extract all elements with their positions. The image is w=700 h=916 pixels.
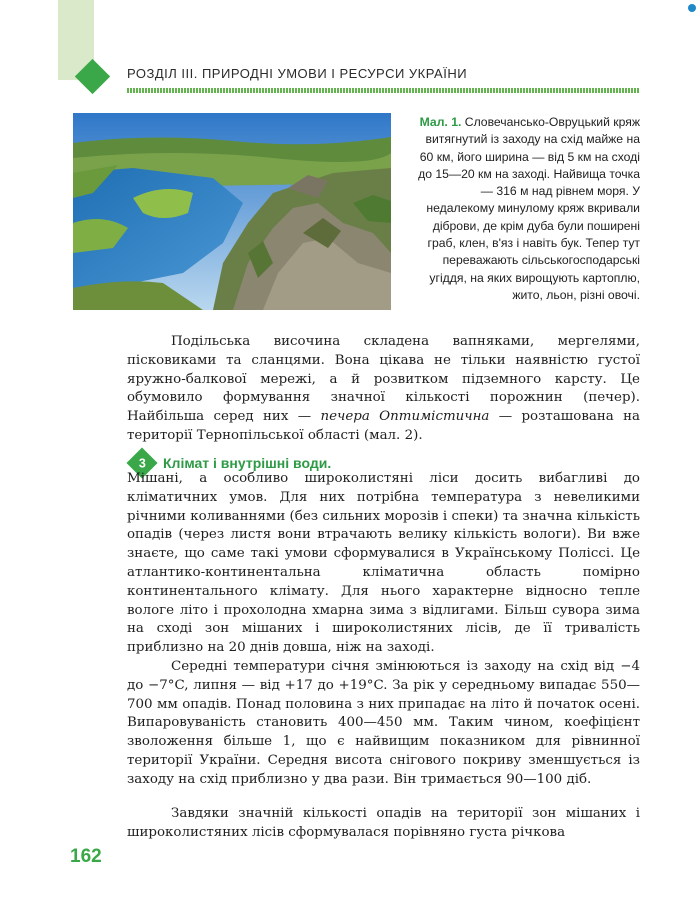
figure-photo	[73, 113, 391, 310]
paragraph-rivers: Завдяки значній кількості опадів на території зон мішаних і широколистяних лісів сформувалася порівняно густа річкова	[127, 806, 640, 840]
landscape-photo-illustration	[73, 113, 391, 310]
chapter-header: РОЗДІЛ ІІІ. ПРИРОДНІ УМОВИ І РЕСУРСИ УКРАЇНИ	[127, 66, 468, 81]
page-number: 162	[70, 846, 102, 867]
publisher-logo	[688, 4, 696, 12]
figure-caption	[418, 114, 640, 304]
cave-name: печера Оптимістична	[320, 409, 490, 425]
header-rule	[127, 88, 639, 93]
publisher-logo-icon	[688, 4, 696, 12]
section-title: Клімат і внутрішні води.	[163, 455, 332, 471]
figure-label: Мал. 1.	[419, 115, 462, 129]
figure-caption-text: Словечансько-Овруцький кряж витягнутий із заходу на схід майже на 60 км, його ширина — від 5 км на сході до 15—20 км на заході. Найвища точка — 316 м над рівнем моря. У недалекому минулому кряж вкривали діброви, де крім дуба були поширені граб, клен, в'яз і навіть бук. Тепер тут переважають сільськогосподарські угіддя, на яких вирощують картоплю, жито, льон, різні овочі.	[418, 115, 640, 302]
paragraph-podilska-text-2: — розташована на території Тернопільської області (мал. 2).	[127, 409, 640, 443]
paragraph-temperatures: Середні температури січня змінюються із заходу на схід від −4 до −7°C, липня — від +17 до +19°C. За рік у середньому випадає 550—700 мм опадів. Понад половина з них припадає на літо й початок осені. Випаровуваність становить 400—450 мм. Таким чином, коефіцієнт зволоження більше 1, що є найвищим показником для рівнинної території України. Середня висота снігового покриву зменшується із заходу на схід приблизно у два рази. Він тримається 90—100 діб.	[127, 659, 640, 787]
paragraph-podilska	[127, 333, 640, 446]
paragraph-climate: Мішані, а особливо широколистяні ліси досить вибагливі до кліматичних умов. Для них потрібна температура з невеликими річними коливаннями (без сильних морозів і спеки) та значна кількість опадів (через листя вони втрачають велику кількість вологи). Ви вже знаєте, що саме такі умови сформувалися в Українському Поліссі. Це атлантико-континентальна кліматична область помірно континентального клімату. Для нього характерне відносно тепле вологе літо і прохолодна хмарна зима з відлигами. Більш сувора зима на сході зон мішаних і широколистяних лісів, де її тривалість приблизно на 20 днів довша, ніж на заході.	[127, 471, 640, 656]
paragraph-podilska-text-1: Подільська височина складена вапняками, мергелями, пісковиками та сланцями. Вона цікава не тільки наявністю густої яружно-балкової мережі, а й розвитком підземного карсту. Це обумовило формування значної кількості порожнин (печер). Найбільша серед них —	[127, 334, 640, 425]
section-number: 3	[138, 455, 146, 470]
